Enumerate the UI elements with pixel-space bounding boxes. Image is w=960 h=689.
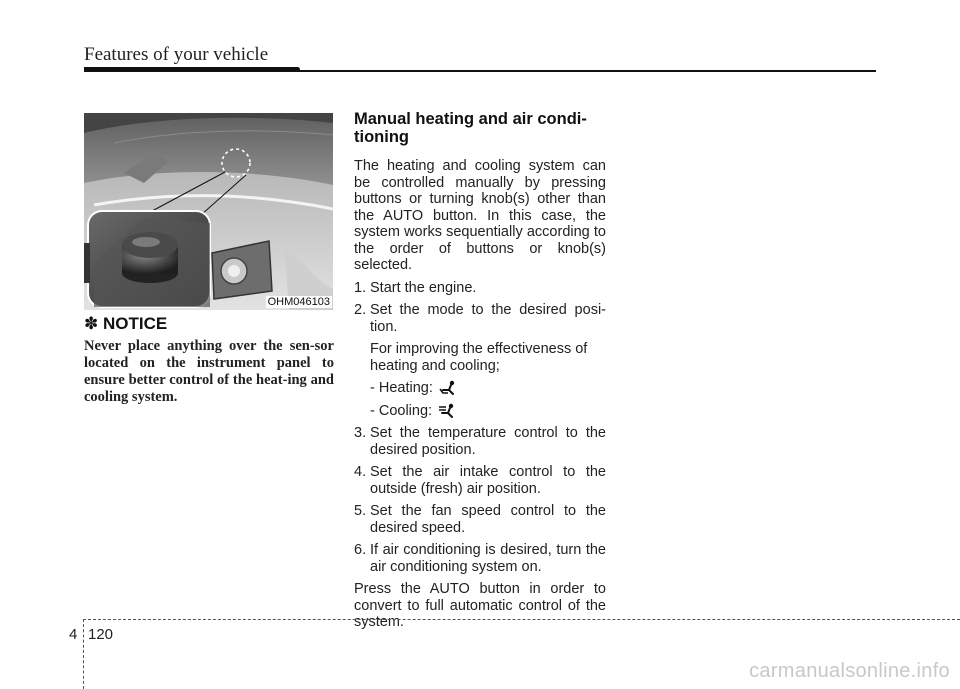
- closing-paragraph: Press the AUTO button in order to convert to full automatic control of the system.: [354, 581, 606, 630]
- step-text: Set the mode to the desired posi-tion.: [370, 302, 606, 335]
- footer-rule: [83, 619, 960, 620]
- intro-paragraph: The heating and cooling system can be controlled manually by pressing buttons or turning knob(s) other than the AUTO button. In this case, the system works sequentially according to the order of buttons or knob(s) selected.: [354, 158, 606, 273]
- step-text: If air conditioning is desired, turn the air conditioning system on.: [370, 542, 606, 575]
- step-2: [354, 302, 606, 335]
- page-number: 120: [88, 626, 114, 643]
- step-number: 3.: [354, 425, 367, 441]
- step-number: 1.: [354, 279, 367, 296]
- car-hood-illustration: [84, 113, 333, 310]
- step-1: [354, 280, 606, 297]
- page-header-title: Features of your vehicle: [84, 44, 269, 65]
- step-text: Set the air intake control to the outside (fresh) air position.: [370, 464, 606, 497]
- tip-text: For improving the effectiveness of heating and cooling;: [370, 341, 588, 374]
- notice-body: Never place anything over the sen-sor located on the instrument panel to ensure better control of the heat-ing and cooling system.: [84, 338, 334, 405]
- step-text: Set the temperature control to the desired position.: [370, 425, 606, 458]
- figure-label: OHM046103: [267, 296, 330, 308]
- step-5: [354, 503, 606, 536]
- step-text: Set the fan speed control to the desired speed.: [370, 503, 606, 536]
- sensor-location-figure: [84, 113, 333, 310]
- chapter-number: 4: [69, 626, 78, 643]
- step-3: [354, 425, 606, 458]
- step-number: 6.: [354, 542, 367, 558]
- step-4: [354, 464, 606, 497]
- header-rule: [296, 70, 876, 72]
- cooling-mode-line: [354, 403, 606, 420]
- floor-vent-mode-icon: [439, 380, 457, 396]
- step-number: 4.: [354, 464, 367, 480]
- heating-label: - Heating:: [370, 380, 433, 396]
- step-number: 2.: [354, 302, 367, 318]
- notice-heading: ✽ NOTICE: [84, 314, 168, 333]
- cooling-label: - Cooling:: [370, 402, 433, 419]
- manual-hvac-section: [354, 110, 606, 637]
- step-number: 5.: [354, 503, 367, 519]
- section-heading: Manual heating and air condi-tioning: [354, 110, 587, 146]
- face-vent-mode-icon: [438, 403, 456, 419]
- step-6: [354, 542, 606, 575]
- watermark: carmanualsonline.info: [749, 660, 950, 682]
- step-text: Start the engine.: [370, 279, 477, 296]
- header-rule-thick: [84, 67, 300, 72]
- heating-mode-line: [354, 380, 606, 397]
- footer-divider: [83, 619, 84, 689]
